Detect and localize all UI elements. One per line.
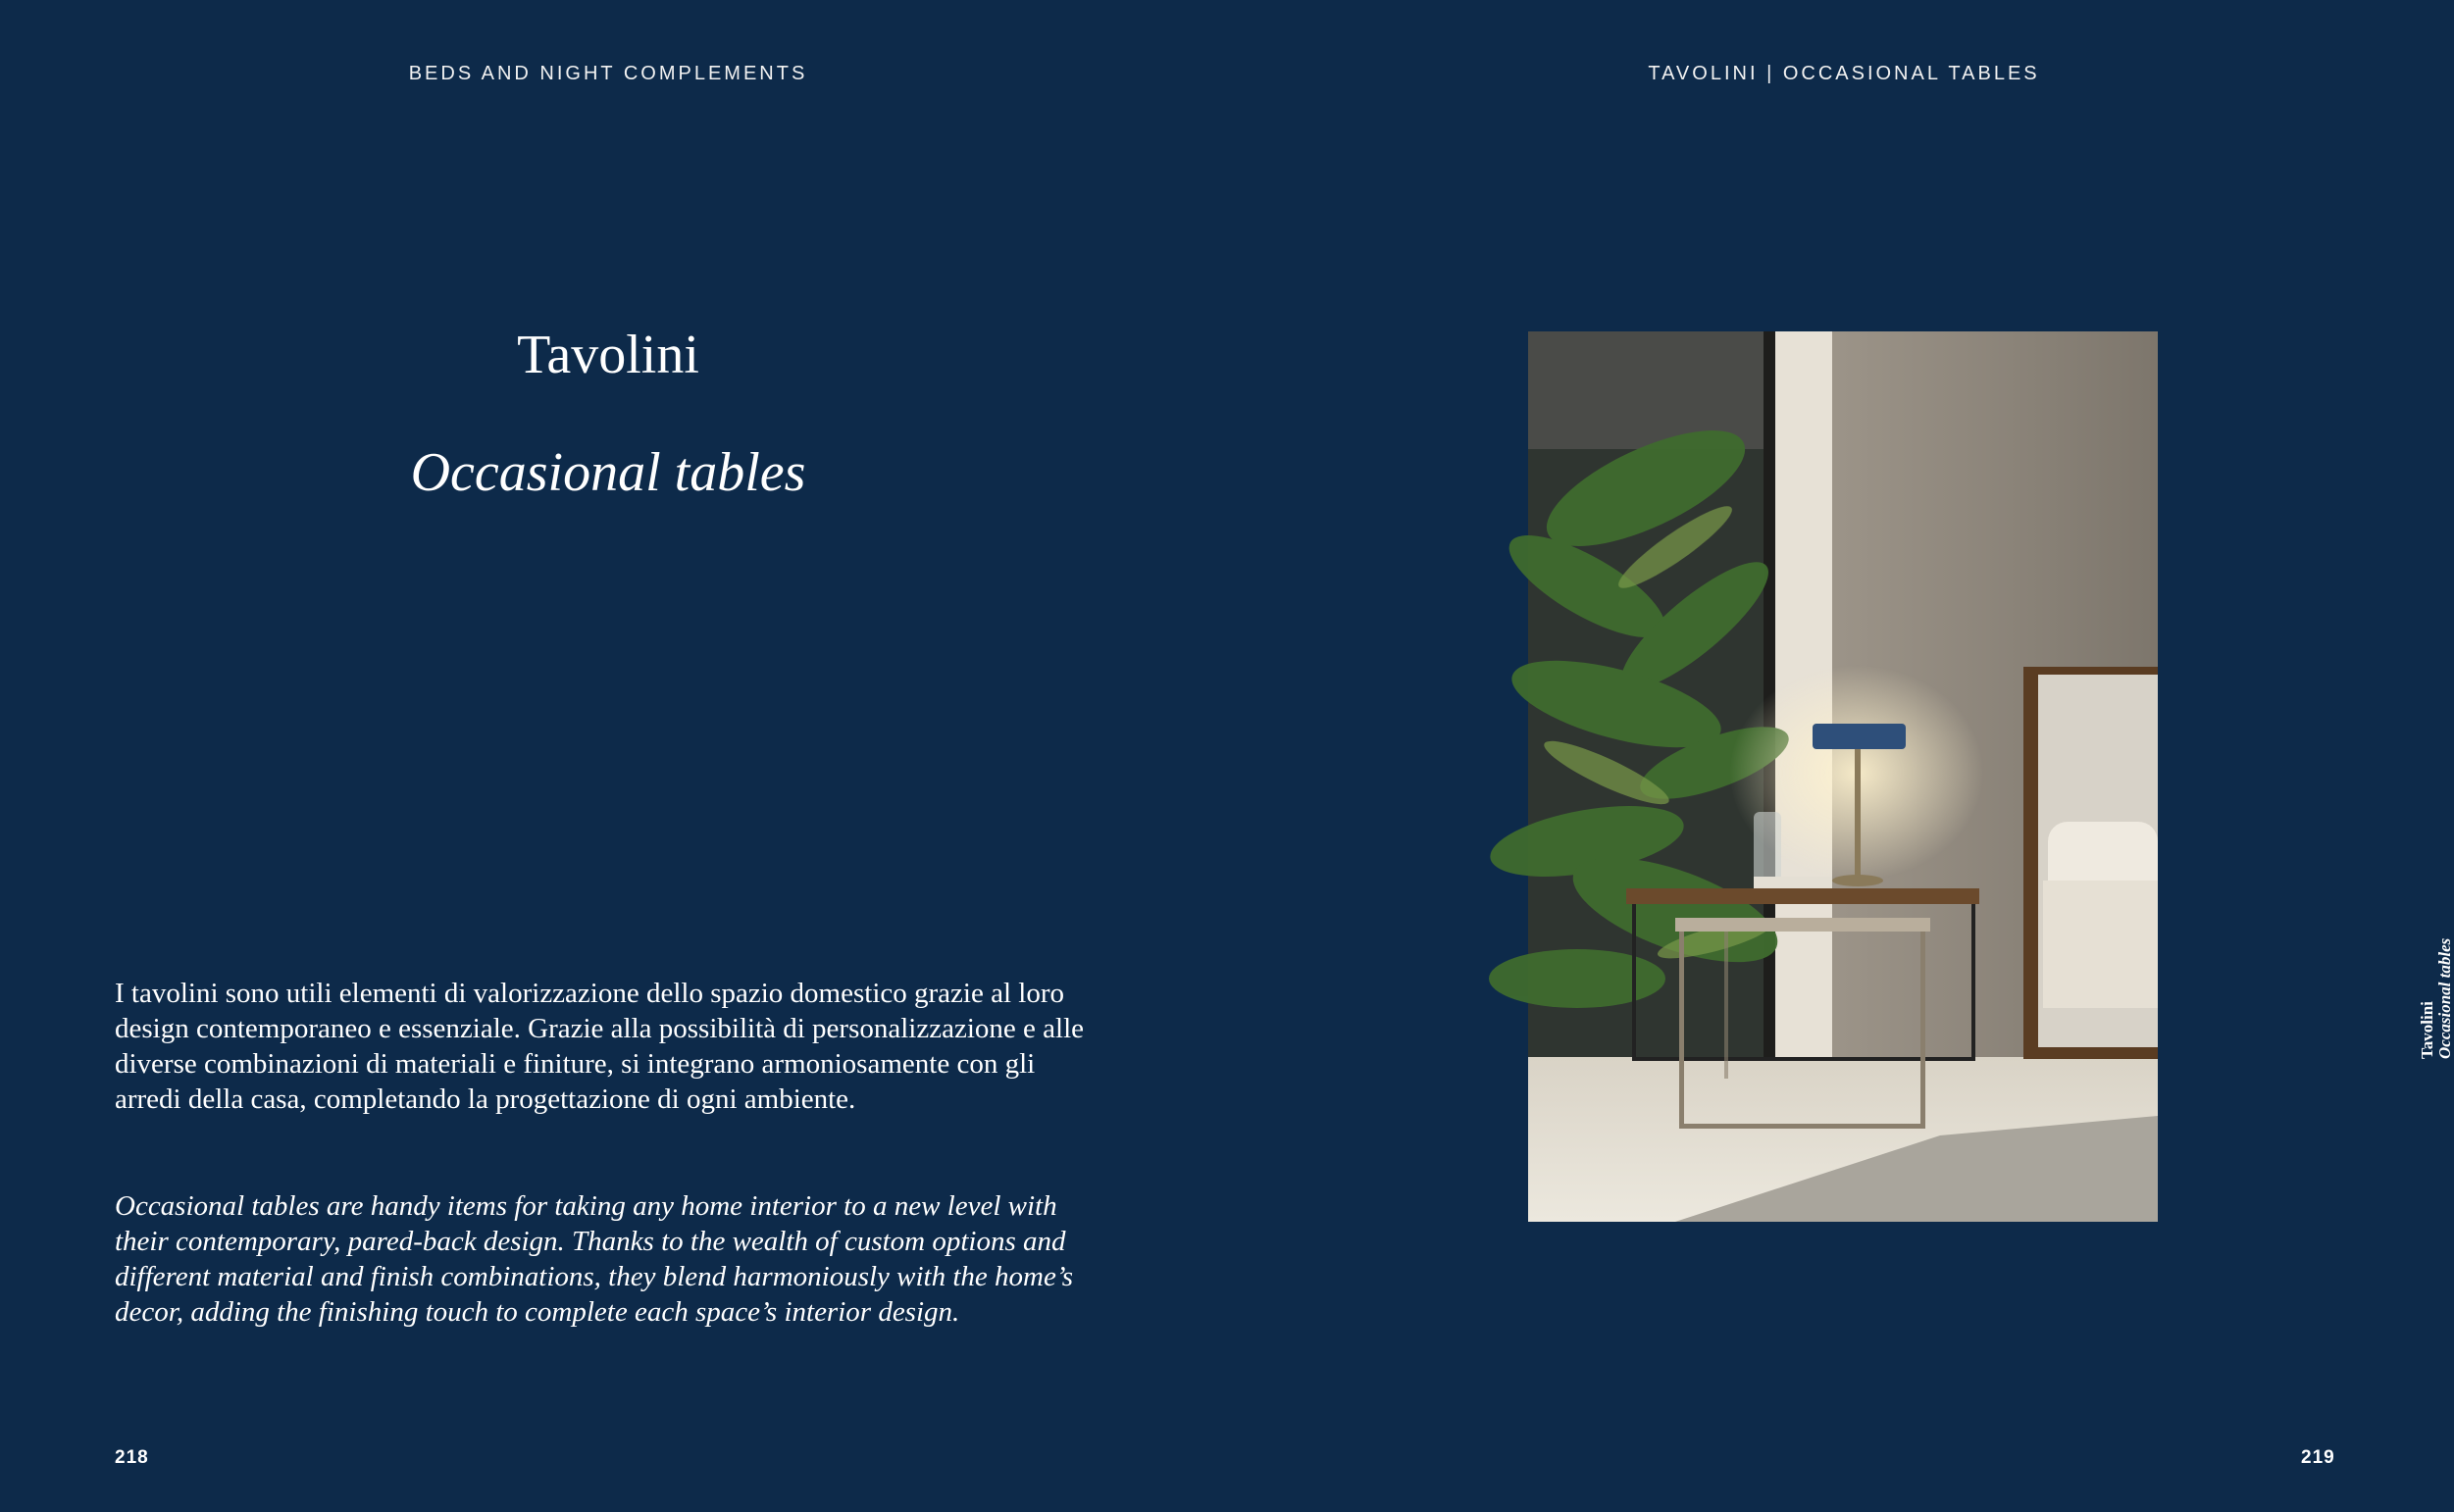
page-title-italian: Tavolini [517,325,699,385]
side-tab-label [2419,938,2454,1059]
side-tab-line-1: Tavolini [2418,1001,2436,1059]
page-number-left: 218 [115,1447,149,1468]
page-number-right: 219 [2301,1447,2335,1468]
page-title-english: Occasional tables [410,442,806,503]
body-paragraph-italian: I tavolini sono utili elementi di valorizzazione dello spazio domestico grazie al loro design contemporaneo e essenziale. Grazie alla possibilità di personalizzazione e alle diverse combinazioni di materiali e finiture, si integrano armoniosamente con gli arredi della casa, completando la progettazione di ogni ambiente. [115,978,1084,1115]
running-head-left: BEDS AND NIGHT COMPLEMENTS [408,63,808,84]
body-paragraph-english: Occasional tables are handy items for taking any home interior to a new level with their contemporary, pared-back design. Thanks to the wealth of custom options and different material and finish combinations, they blend harmoniously with the home’s decor, adding the finishing touch to complete each space’s interior design. [115,1190,1074,1328]
running-head-right: TAVOLINI | OCCASIONAL TABLES [1648,63,2040,84]
side-tab-line-2: Occasional tables [2435,937,2454,1059]
product-photo [1528,331,2158,1222]
